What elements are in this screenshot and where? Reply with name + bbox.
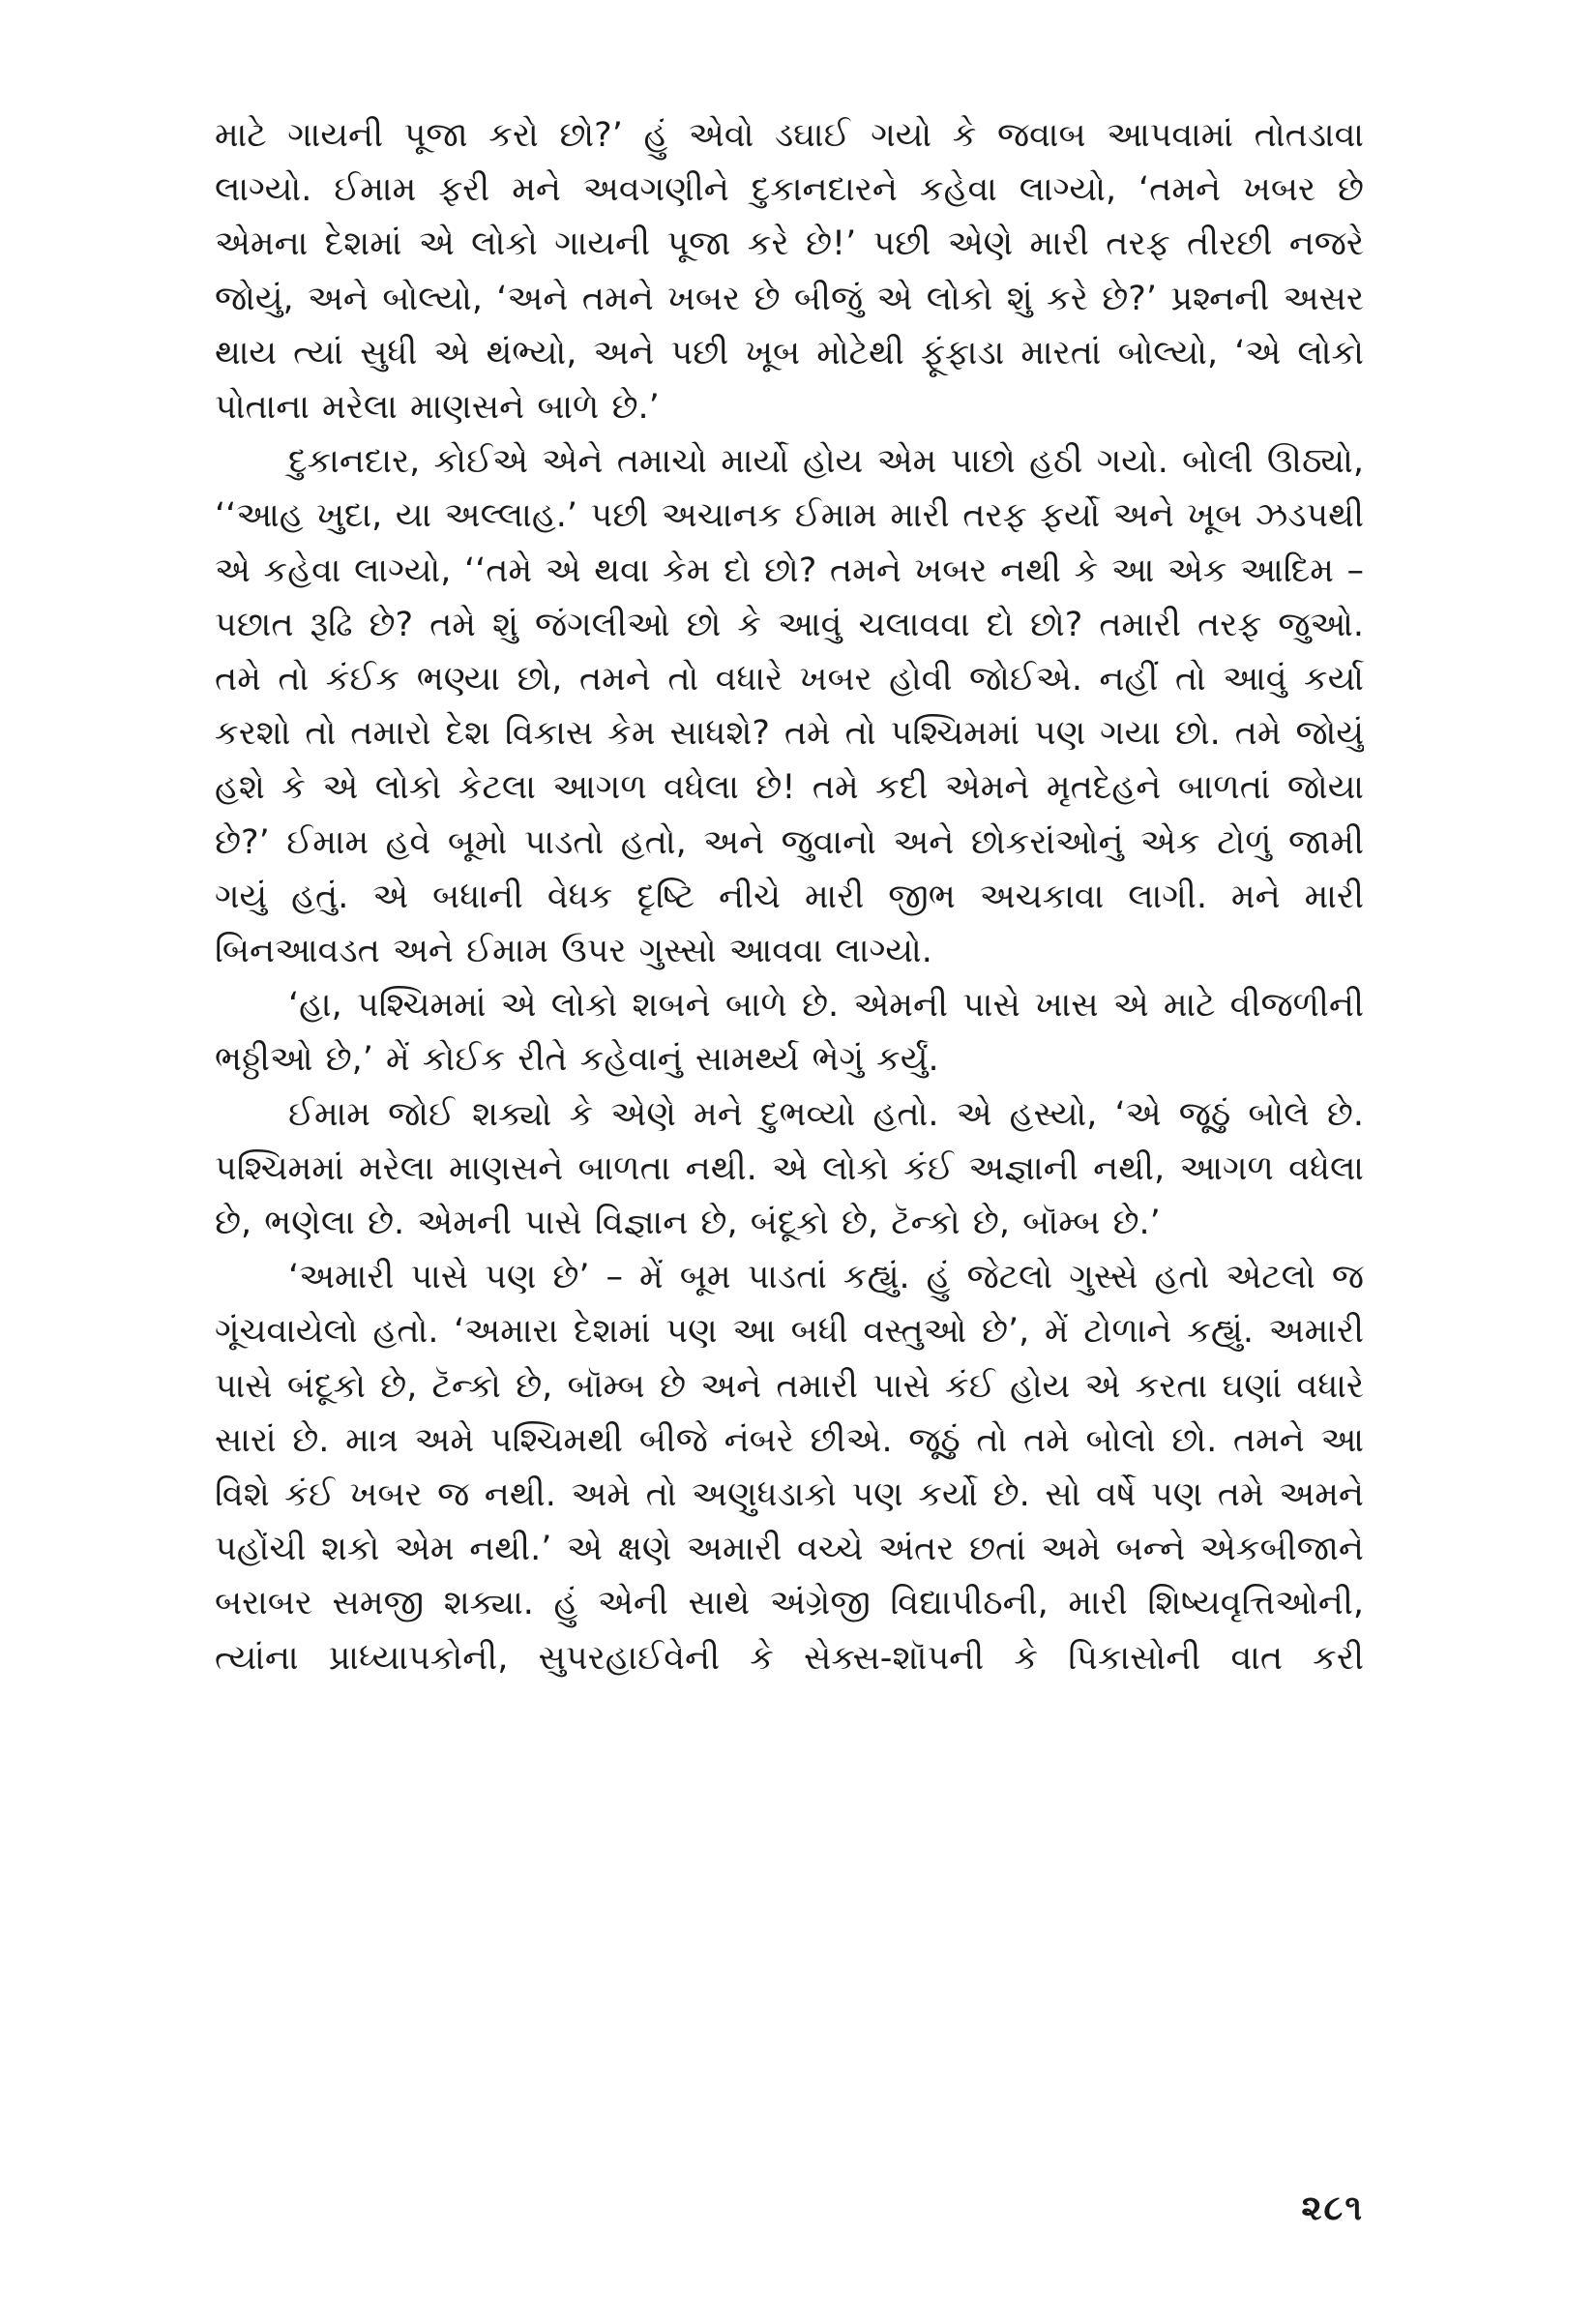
page-number: ૨૮૧	[1301, 2188, 1364, 2228]
paragraph-5: ‘અમારી પાસે પણ છે’ – મેં બૂમ પાડતાં કહ્યું. હું જેટલો ગુસ્સે હતો એટલો જ ગૂંચવાયેલો હતો. ‘અમારા દેશમાં પણ આ બધી વસ્તુઓ છે’, મેં ટોળાને કહ્યું. અમારી પાસે બંદૂકો છે, ટૅન્કો છે, બૉમ્બ છે અને તમારી પાસે કંઈ હોય એ કરતા ઘણાં વધારે સારાં છે. માત્ર અમે પશ્ચિમથી બીજે નંબરે છીએ. જૂઠું તો તમે બોલો છો. તમને આ વિશે કંઈ ખબર જ નથી. અમે તો અણુધડાકો પણ કર્યો છે. સો વર્ષે પણ તમે અમને પહોંચી શકો એમ નથી.’ એ ક્ષણે અમારી વચ્ચે અંતર છતાં અમે બન્ને એકબીજાને બરાબર સમજી શક્યા. હું એની સાથે અંગ્રેજી વિદ્યાપીઠની, મારી શિષ્યવૃત્તિઓની, ત્યાંના પ્રાધ્યાપકોની, સુપરહાઈવેની કે સેક્સ-શૉપની કે પિકાસોની વાત કરી	[215, 1258, 1364, 1678]
paragraph-3: ‘હા, પશ્ચિમમાં એ લોકો શબને બાળે છે. એમની પાસે ખાસ એ માટે વીજળીની ભઠ્ઠીઓ છે,’ મેં કોઈક રીતે કહેવાનું સામર્થ્ય ભેગું કર્યું.	[215, 986, 1364, 1080]
paragraph-1: માટે ગાયની પૂજા કરો છો?’ હું એવો ડઘાઈ ગયો કે જવાબ આપવામાં તોતડાવા લાગ્યો. ઈમામ ફરી મને અવગણીને દુકાનદારને કહેવા લાગ્યો, ‘તમને ખબર છે એમના દેશમાં એ લોકો ગાયની પૂજા કરે છે!’ પછી એણે મારી તરફ તીરછી નજરે જોયું, અને બોલ્યો, ‘અને તમને ખબર છે બીજું એ લોકો શું કરે છે?’ પ્રશ્નની અસર થાય ત્યાં સુધી એ થંભ્યો, અને પછી ખૂબ મોટેથી ફૂંફાડા મારતાં બોલ્યો, ‘એ લોકો પોતાના મરેલા માણસને બાળે છે.’	[215, 116, 1364, 428]
paragraph-2: દુકાનદાર, કોઈએ એને તમાચો માર્યો હોય એમ પાછો હઠી ગયો. બોલી ઊઠ્યો, ‘‘આહ ખુદા, યા અલ્લાહ.’ પછી અચાનક ઈમામ મારી તરફ ફર્યો અને ખૂબ ઝડપથી એ કહેવા લાગ્યો, ‘‘તમે એ થવા કેમ દો છો? તમને ખબર નથી કે આ એક આદિમ – પછાત રૂઢિ છે? તમે શું જંગલીઓ છો કે આવું ચલાવવા દો છો? તમારી તરફ જુઓ. તમે તો કંઈક ભણ્યા છો, તમને તો વધારે ખબર હોવી જોઈએ. નહીં તો આવું કર્યા કરશો તો તમારો દેશ વિકાસ કેમ સાધશે? તમે તો પશ્ચિમમાં પણ ગયા છો. તમે જોયું હશે કે એ લોકો કેટલા આગળ વધેલા છે! તમે કદી એમને મૃતદેહને બાળતાં જોયા છે?’ ઈમામ હવે બૂમો પાડતો હતો, અને જુવાનો અને છોકરાંઓનું એક ટોળું જામી ગયું હતું. એ બધાની વેધક દૃષ્ટિ નીચે મારી જીભ અચકાવા લાગી. મને મારી બિનઆવડત અને ઈમામ ઉપર ગુસ્સો આવવા લાગ્યો.	[215, 442, 1364, 971]
body-text	[215, 108, 1364, 1685]
paragraph-4: ઈમામ જોઈ શક્યો કે એણે મને દુભવ્યો હતો. એ હસ્યો, ‘એ જૂઠું બોલે છે. પશ્ચિમમાં મરેલા માણસને બાળતા નથી. એ લોકો કંઈ અજ્ઞાની નથી, આગળ વધેલા છે, ભણેલા છે. એમની પાસે વિજ્ઞાન છે, બંદૂકો છે, ટૅન્કો છે, બૉમ્બ છે.’	[215, 1094, 1364, 1243]
